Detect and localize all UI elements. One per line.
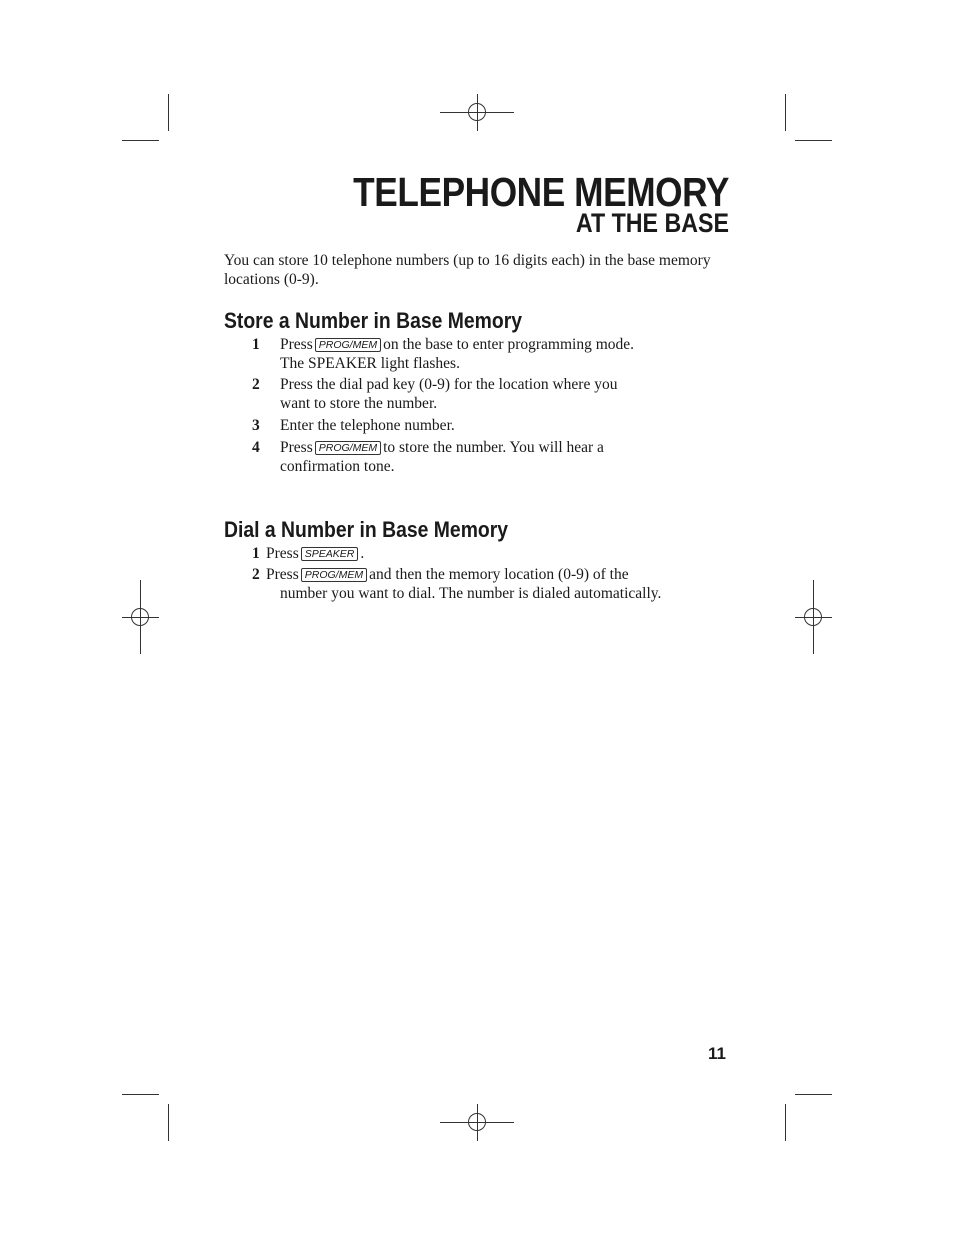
step-number: 2 bbox=[252, 376, 260, 393]
step-number: 2 bbox=[252, 566, 260, 583]
store-section-heading: Store a Number in Base Memory bbox=[224, 308, 523, 333]
step-number: 1 bbox=[252, 545, 260, 562]
speaker-key: SPEAKER bbox=[301, 547, 359, 561]
page-subtitle: AT THE BASE bbox=[575, 208, 729, 238]
prog-mem-key: PROG/MEM bbox=[315, 338, 381, 352]
page-number: 11 bbox=[708, 1044, 726, 1063]
prog-mem-key: PROG/MEM bbox=[301, 568, 367, 582]
step-number: 3 bbox=[252, 417, 260, 434]
intro-paragraph: You can store 10 telephone numbers (up to 16 digits each) in the base memory locations (0-9). bbox=[224, 252, 711, 288]
page-title: TELEPHONE MEMORY bbox=[353, 169, 729, 215]
dial-section-heading: Dial a Number in Base Memory bbox=[224, 517, 509, 542]
step-number: 4 bbox=[252, 439, 260, 456]
step-number: 1 bbox=[252, 336, 260, 353]
prog-mem-key: PROG/MEM bbox=[315, 441, 381, 455]
